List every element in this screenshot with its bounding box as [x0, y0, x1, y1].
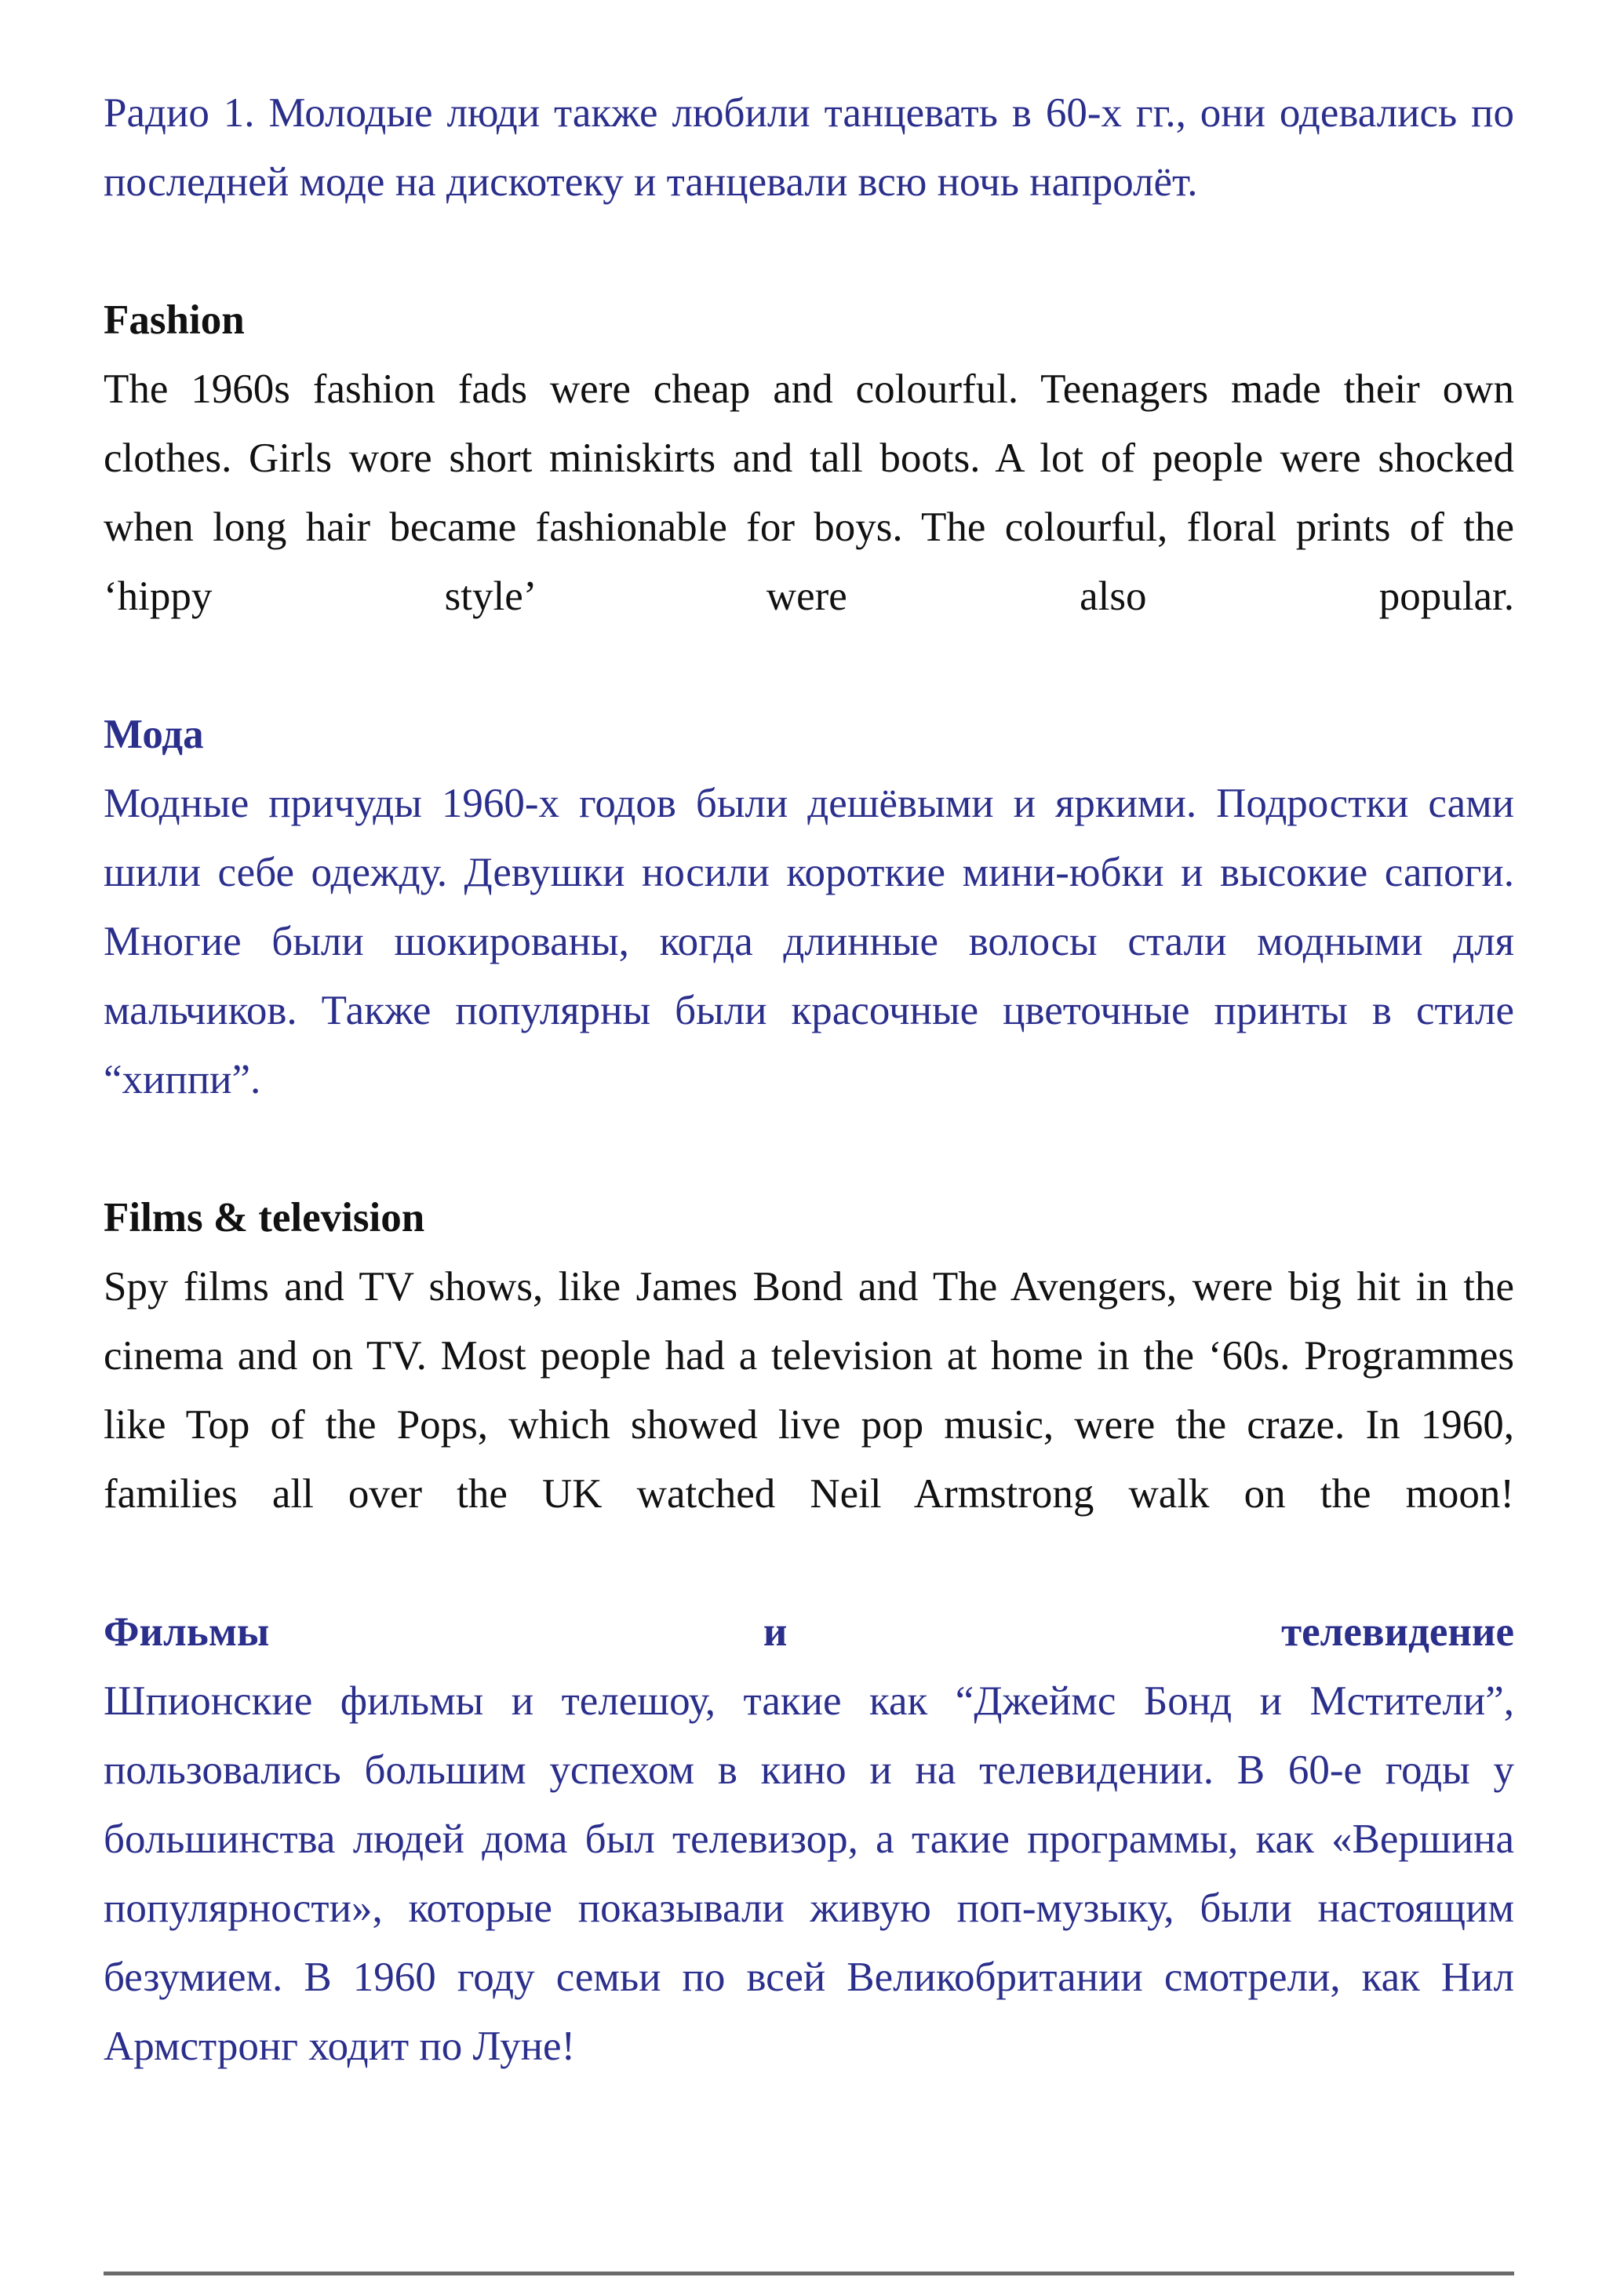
films-heading-ru: Фильмы и телевидение — [104, 1609, 1514, 1655]
radio-translation: Радио 1. Молодые люди также любили танцевать в 60-х гг., они одевались по последней моде на дискотеку и танцевали всю ночь напролёт. — [104, 90, 1514, 205]
spacer — [104, 1114, 1514, 1183]
films-section — [104, 1183, 1514, 2081]
films-heading-en: Films & television — [104, 1195, 425, 1241]
spacer — [104, 631, 1514, 700]
fashion-text-ru: Модные причуды 1960-х годов были дешёвыми и яркими. Подростки сами шили себе одежду. Девушки носили короткие мини-юбки и высокие сапоги. Многие были шокированы, когда длинные волосы стали модными для мальчиков. Также популярны были красочные цветочные принты в стиле “хиппи”. — [104, 781, 1514, 1102]
spacer — [104, 217, 1514, 286]
fashion-text-en: The 1960s fashion fads were cheap and colourful. Teenagers made their own clothes. Girls wore short miniskirts and tall boots. A lot of people were shocked when long hair became fashionable for boys. The colourful, floral prints of the ‘hippy style’ were also popular. — [104, 366, 1514, 619]
document-page — [104, 78, 1514, 2081]
fashion-heading-ru: Мода — [104, 712, 204, 757]
bottom-divider — [104, 2272, 1514, 2275]
films-text-en: Spy films and TV shows, like James Bond and The Avengers, were big hit in the cinema and on TV. Most people had a television at home in the ‘60s. Programmes like Top of the Pops, which showed live pop music, were the craze. In 1960, families all over the UK watched Neil Armstrong walk on the moon! — [104, 1264, 1514, 1517]
fashion-section — [104, 286, 1514, 1114]
spacer — [104, 1528, 1514, 1598]
fashion-heading-en: Fashion — [104, 297, 245, 343]
films-text-ru: Шпионские фильмы и телешоу, такие как “Джеймс Бонд и Мстители”, пользовались большим успехом в кино и на телевидении. В 60-е годы у большинства людей дома был телевизор, а такие программы, как «Вершина популярности», которые показывали живую поп-музыку, были настоящим безумием. В 1960 году семьи по всей Великобритании смотрели, как Нил Армстронг ходит по Луне! — [104, 1678, 1514, 2069]
